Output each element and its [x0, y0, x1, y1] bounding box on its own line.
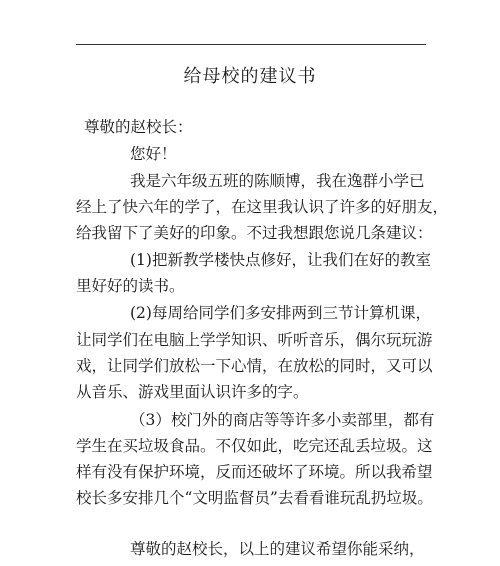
paragraph-line: (1)把新教学楼快点修好，让我们在好的教室 [130, 251, 431, 269]
paragraph-line: 从音乐、游戏里面认识许多的字。 [76, 383, 309, 401]
greeting: 尊敬的赵校长： [84, 118, 193, 136]
paragraph-line: 学生在买垃圾食品。不仅如此，吃完还乱丢垃圾。这 [76, 437, 433, 455]
paragraph-line: 给我留下了美好的印象。不过我想跟您说几条建议： [76, 224, 433, 242]
header-rule [76, 44, 426, 45]
page-title: 给母校的建议书 [183, 66, 317, 87]
paragraph-line: 校长多安排几个“文明监督员”去看看谁玩乱扔垃圾。 [76, 489, 433, 507]
paragraph-line: 经上了快六年的学了，在这里我认识了许多的好朋友， [76, 198, 449, 216]
salutation: 您好！ [130, 145, 177, 163]
paragraph-line: 里好好的读书。 [76, 277, 185, 295]
paragraph-line: 我是六年级五班的陈顺博，我在逸群小学已 [130, 172, 425, 190]
paragraph-line: （3）校门外的商店等等许多小卖部里，都有 [130, 411, 435, 429]
paragraph-line: 样有没有保护环境，反而还破坏了环境。所以我希望 [76, 463, 433, 481]
paragraph-line: (2)每周给同学们多安排两到三节计算机课， [130, 304, 431, 322]
paragraph-line: 让同学们在电脑上学学知识、听听音乐，偶尔玩玩游 [76, 331, 433, 349]
paragraph-line: 戏，让同学们放松一下心情，在放松的同时，又可以 [76, 357, 433, 375]
paragraph-line: 尊敬的赵校长，以上的建议希望你能采纳， [130, 540, 425, 558]
